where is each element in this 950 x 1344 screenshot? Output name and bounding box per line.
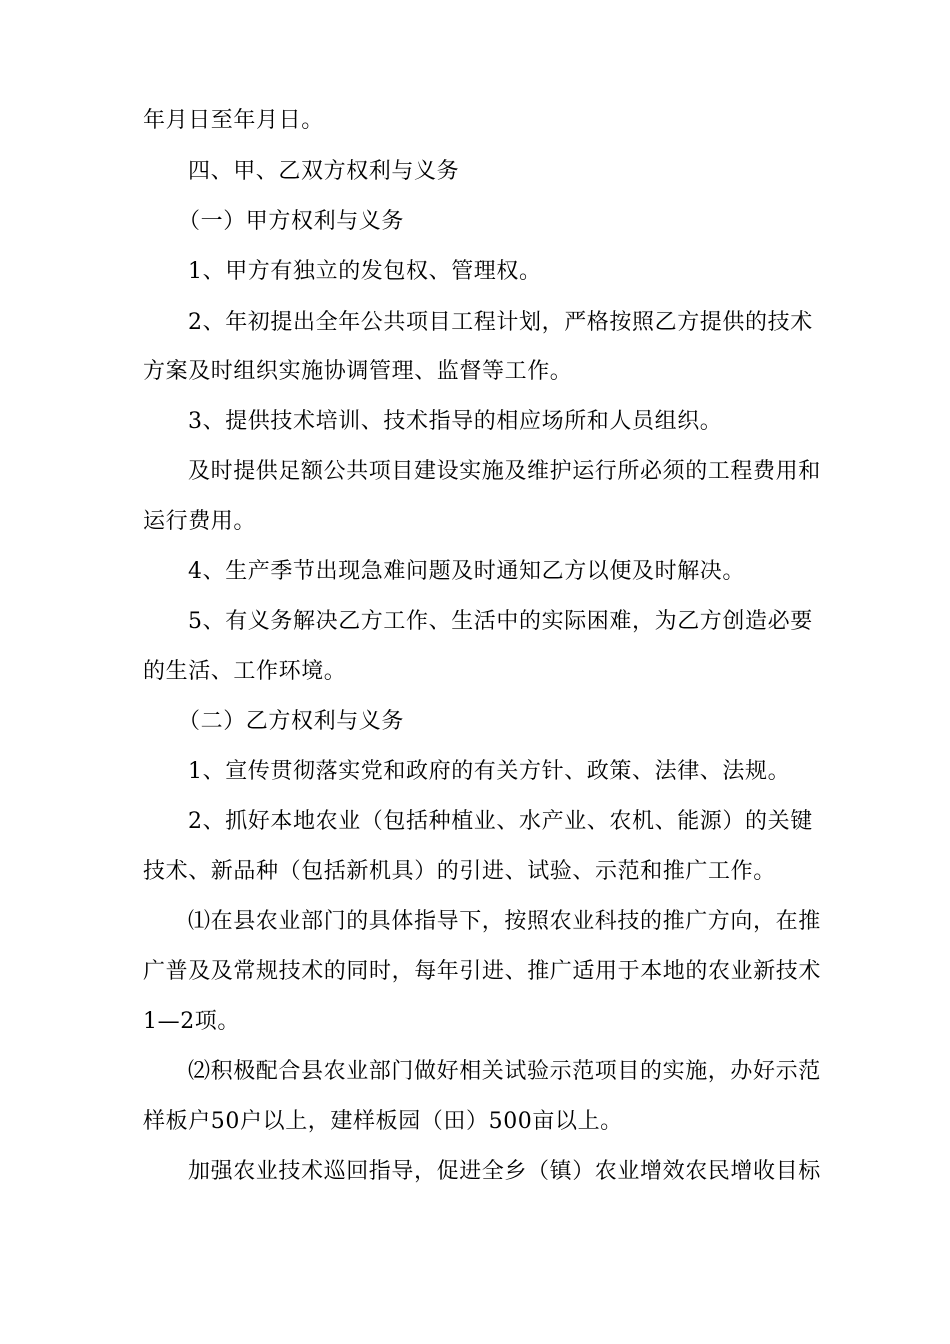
text-line: ⑵积极配合县农业部门做好相关试验示范项目的实施，办好示范 <box>188 1059 821 1084</box>
text-line: 运行费用。 <box>143 509 257 534</box>
text-line: ⑴在县农业部门的具体指导下，按照农业科技的推广方向，在推 <box>188 909 821 934</box>
text-line: 及时提供足额公共项目建设实施及维护运行所必须的工程费用和 <box>188 459 821 484</box>
text-line: 样板户50户以上，建样板园（田）500亩以上。 <box>143 1109 623 1134</box>
text-line: 3、提供技术培训、技术指导的相应场所和人员组织。 <box>188 409 723 434</box>
text-line: 1—2项。 <box>143 1009 240 1034</box>
text-line: 2、年初提出全年公共项目工程计划，严格按照乙方提供的技术 <box>188 310 813 335</box>
subsection-heading: （一）甲方权利与义务 <box>178 209 405 234</box>
subsection-heading: （二）乙方权利与义务 <box>178 709 405 734</box>
text-line: 技术、新品种（包括新机具）的引进、试验、示范和推广工作。 <box>143 859 776 884</box>
text-line: 1、宣传贯彻落实党和政府的有关方针、政策、法律、法规。 <box>188 759 791 784</box>
text-line: 广普及及常规技术的同时，每年引进、推广适用于本地的农业新技术 <box>143 959 822 984</box>
section-heading: 四、甲、乙双方权利与义务 <box>188 159 460 184</box>
text-line: 方案及时组织实施协调管理、监督等工作。 <box>143 359 573 384</box>
text-line: 的生活、工作环境。 <box>143 659 347 684</box>
text-line: 5、有义务解决乙方工作、生活中的实际困难，为乙方创造必要 <box>188 609 813 634</box>
text-line: 4、生产季节出现急难问题及时通知乙方以便及时解决。 <box>188 559 745 584</box>
text-line: 年月日至年月日。 <box>143 108 324 133</box>
text-line: 加强农业技术巡回指导，促进全乡（镇）农业增效农民增收目标 <box>188 1159 821 1184</box>
text-line: 1、甲方有独立的发包权、管理权。 <box>188 259 542 284</box>
text-line: 2、抓好本地农业（包括种植业、水产业、农机、能源）的关键 <box>188 809 813 834</box>
